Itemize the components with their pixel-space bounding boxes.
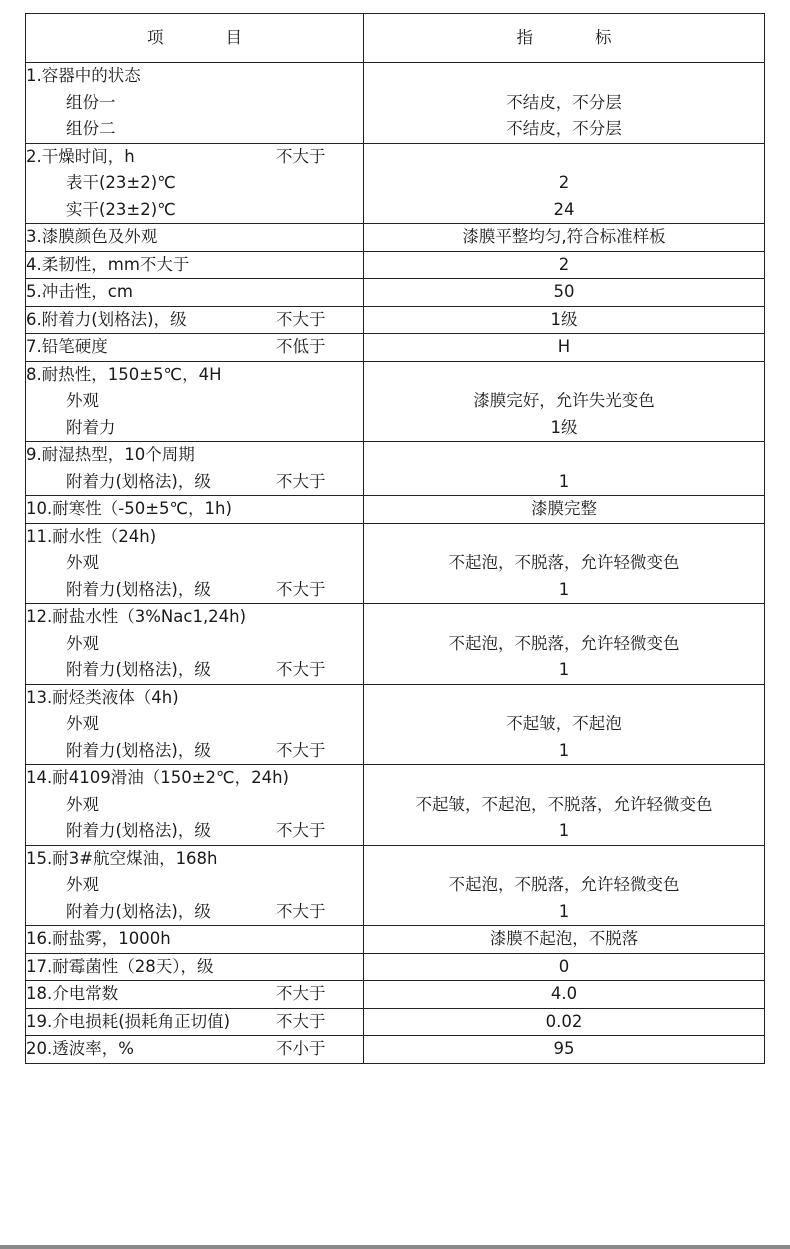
spec-cell [364,251,765,279]
spec-cell [364,143,765,224]
item-condition: 不小于 [276,1039,326,1058]
item-title: 5.冲击性，cm [26,282,133,301]
header-row [26,14,765,63]
spec-value [364,604,764,631]
item-cell [26,442,364,496]
item-subline: 附着力(划格法)，级 不大于 [26,738,363,765]
spec-value: 不起皱，不起泡 [506,714,622,733]
item-title: 14.耐4109滑油（150±2℃，24h) [26,768,289,787]
table-row [26,981,765,1009]
spec-cell [364,765,765,846]
spec-cell [364,306,765,334]
spec-cell [364,361,765,442]
item-cell [26,604,364,685]
table-row [26,523,765,604]
spec-value: 1 [558,579,570,599]
spec-value [364,362,764,389]
table-row [26,1036,765,1064]
spec-cell [364,279,765,307]
item-cell [26,496,364,524]
item-title: 13.耐烃类液体（4h) [26,687,179,707]
spec-cell [364,684,765,765]
item-cell [26,143,364,224]
item-condition: 不大于 [276,821,326,840]
item-subline: 外观 [66,875,99,894]
spec-cell [364,1008,765,1036]
item-cell [26,279,364,307]
item-title: 16.耐盐雾，1000h [26,929,171,948]
table-row [26,604,765,685]
spec-value: 不结皮，不分层 [506,119,622,138]
spec-value: 4.0 [550,984,578,1003]
spec-cell [364,442,765,496]
item-cell [26,334,364,362]
item-title: 9.耐湿热型，10个周期 [26,445,195,464]
item-cell [26,845,364,926]
item-cell [26,1008,364,1036]
table-row [26,224,765,252]
table-row [26,765,765,846]
spec-table [25,13,765,1064]
item-subline: 外观 [66,391,99,410]
spec-value: 2 [558,173,570,192]
item-title: 8.耐热性，150±5℃，4H [26,364,222,384]
table-row [26,334,765,362]
item-cell [26,1036,364,1064]
spec-value [364,765,764,792]
item-subline: 附着力(划格法)，级 不大于 [26,899,363,926]
item-title: 12.耐盐水性（3%Nac1,24h) [26,607,247,626]
table-row [26,63,765,144]
item-condition: 不大于 [276,740,326,760]
item-condition: 不大于 [276,901,326,921]
item-condition: 不大于 [276,1011,326,1031]
item-condition: 不大于 [276,146,326,166]
spec-value: 不起泡，不脱落，允许轻微变色 [448,633,680,653]
spec-cell [364,224,765,252]
item-title: 7.铅笔硬度 不低于 [26,334,363,361]
table-row [26,442,765,496]
item-subline: 外观 [66,633,99,653]
spec-value: 1级 [550,309,578,329]
table-row [26,279,765,307]
item-subline: 附着力(划格法)，级 不大于 [26,469,363,496]
item-title: 15.耐3#航空煤油，168h [26,848,218,868]
spec-value: 漆膜完好，允许失光变色 [473,391,655,410]
spec-value: 50 [553,282,575,301]
spec-value: 不起泡，不脱落，允许轻微变色 [448,553,680,572]
item-title: 18.介电常数 不大于 [26,981,363,1008]
item-cell [26,765,364,846]
item-subline: 外观 [66,714,99,733]
spec-value: 24 [553,199,575,219]
item-subline: 附着力 [66,417,116,437]
bottom-divider [0,1245,790,1249]
table-row [26,1008,765,1036]
spec-value: 1级 [550,417,578,437]
item-title: 4.柔韧性，mm不大于 [26,254,190,274]
spec-value [364,524,764,551]
item-cell [26,926,364,954]
item-subline: 外观 [66,794,99,814]
spec-cell [364,1036,765,1064]
spec-cell [364,523,765,604]
spec-value: 漆膜不起泡，不脱落 [489,929,639,948]
table-row [26,306,765,334]
table-row [26,143,765,224]
table-row [26,953,765,981]
item-condition: 不大于 [276,984,326,1003]
spec-value: 漆膜完整 [531,499,597,518]
spec-cell [364,604,765,685]
spec-value [364,144,764,171]
item-subline: 附着力(划格法)，级 不大于 [26,577,363,604]
item-condition: 不低于 [276,337,326,356]
spec-value: 漆膜平整均匀,符合标准样板 [462,227,666,246]
item-cell [26,63,364,144]
item-title: 2.干燥时间，h 不大于 [26,144,363,171]
item-subline: 组份二 [66,119,116,138]
item-cell [26,306,364,334]
spec-value: 不起皱，不起泡，不脱落，允许轻微变色 [415,794,713,814]
header-item: 项 目 [26,14,364,63]
item-subline: 表干(23±2)℃ [66,173,176,192]
item-cell [26,523,364,604]
header-spec: 指 标 [364,14,765,63]
item-subline: 组份一 [66,92,116,112]
spec-cell [364,926,765,954]
spec-value [364,63,764,90]
item-subline: 附着力(划格法)，级 不大于 [26,818,363,845]
item-cell [26,224,364,252]
table-row [26,845,765,926]
spec-cell [364,845,765,926]
spec-cell [364,334,765,362]
spec-value [364,442,764,469]
table-row [26,496,765,524]
table-row [26,684,765,765]
spec-value: 1 [558,660,570,679]
item-subline: 附着力(划格法)，级 不大于 [26,657,363,684]
item-title: 17.耐霉菌性（28天），级 [26,956,214,976]
spec-cell [364,981,765,1009]
spec-cell [364,63,765,144]
spec-value: 95 [553,1039,575,1058]
item-cell [26,251,364,279]
item-condition: 不大于 [276,309,326,329]
item-title: 11.耐水性（24h) [26,526,157,546]
spec-value: 1 [558,821,570,840]
spec-value [364,846,764,873]
item-title: 19.介电损耗(损耗角正切值) 不大于 [26,1009,363,1036]
table-row [26,361,765,442]
item-title: 1.容器中的状态 [26,66,141,85]
spec-value: 0 [558,956,570,976]
item-cell [26,953,364,981]
spec-value: 不起泡，不脱落，允许轻微变色 [448,875,680,894]
spec-value: 不结皮，不分层 [506,92,622,112]
item-title: 20.透波率，% 不小于 [26,1036,363,1063]
item-cell [26,361,364,442]
item-cell [26,684,364,765]
table-row [26,926,765,954]
item-subline: 外观 [66,553,99,572]
spec-value: 0.02 [545,1011,583,1031]
item-title: 6.附着力(划格法)，级 不大于 [26,307,363,334]
item-title: 10.耐寒性（-50±5℃，1h) [26,499,232,518]
table-row [26,251,765,279]
item-cell [26,981,364,1009]
spec-cell [364,953,765,981]
spec-value: 1 [558,901,570,921]
spec-value [364,685,764,712]
spec-value: 1 [558,471,570,491]
spec-cell [364,496,765,524]
item-condition: 不大于 [276,579,326,599]
spec-value: 1 [558,740,570,760]
item-title: 3.漆膜颜色及外观 [26,227,158,246]
item-condition: 不大于 [276,660,326,679]
item-subline: 实干(23±2)℃ [66,199,176,219]
spec-value: H [557,337,571,356]
spec-value: 2 [558,254,570,274]
item-condition: 不大于 [276,471,326,491]
